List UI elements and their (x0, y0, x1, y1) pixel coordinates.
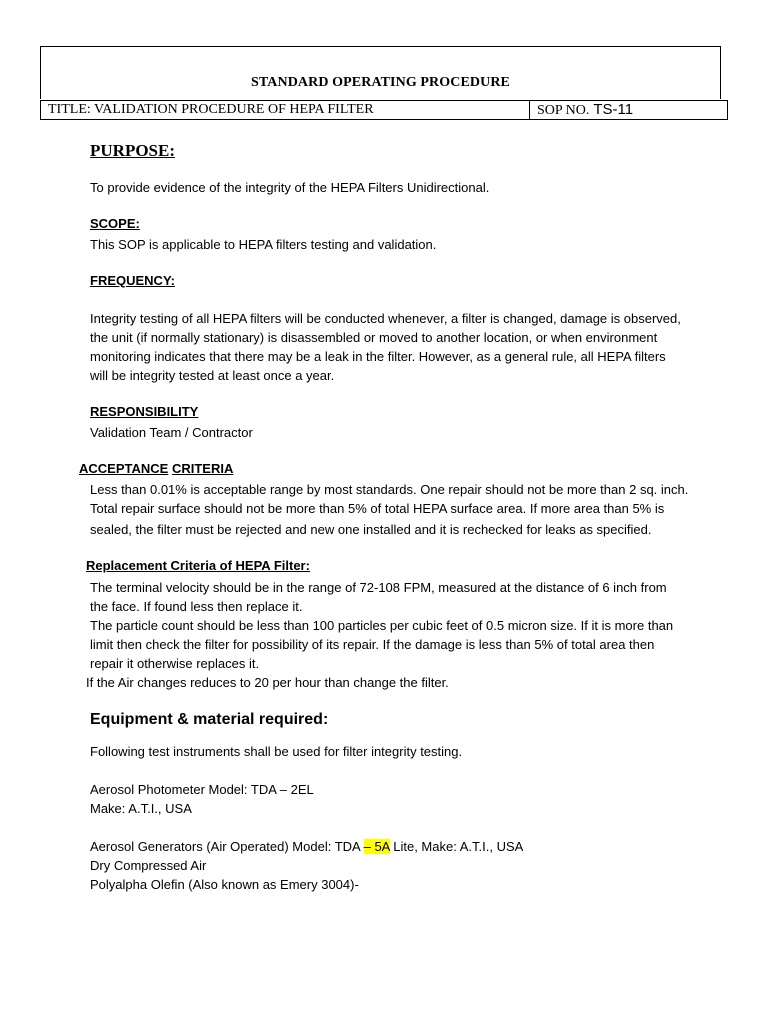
sop-header-title: STANDARD OPERATING PROCEDURE (251, 75, 510, 90)
purpose-text: To provide evidence of the integrity of the HEPA Filters Unidirectional. (90, 180, 490, 195)
replacement-last-line: If the Air changes reduces to 20 per hour than change the filter. (86, 675, 449, 690)
replacement-heading: Replacement Criteria of HEPA Filter: (86, 558, 310, 573)
scope-text: This SOP is applicable to HEPA filters testing and validation. (90, 237, 437, 252)
sop-number-cell (530, 101, 727, 119)
scope-heading: SCOPE: (90, 216, 140, 231)
frequency-line: monitoring indicates that there may be a leak in the filter. However, as a general rule, all HEPA filters (90, 349, 666, 364)
polyalpha-olefin: Polyalpha Olefin (Also known as Emery 3004)- (90, 877, 359, 892)
photometer-model: Aerosol Photometer Model: TDA – 2EL (90, 782, 314, 797)
generator-highlight: – 5A (363, 839, 390, 854)
acceptance-heading-word: ACCEPTANCE (79, 461, 169, 476)
sop-number-label: SOP NO. (537, 103, 590, 118)
purpose-heading: PURPOSE: (90, 141, 175, 160)
generator-suffix: Lite, Make: A.T.I., USA (389, 839, 524, 854)
equipment-intro: Following test instruments shall be used for filter integrity testing. (90, 744, 463, 759)
acceptance-line: Less than 0.01% is acceptable range by most standards. One repair should not be more than 2 sq. inch. (90, 482, 689, 497)
frequency-line: Integrity testing of all HEPA filters will be conducted whenever, a filter is changed, damage is observed, (90, 311, 681, 326)
replacement-line: repair it otherwise replaces it. (90, 656, 260, 671)
title-row (40, 100, 728, 120)
photometer-make: Make: A.T.I., USA (90, 801, 192, 816)
replacement-line: limit then check the filter for possibility of its repair. If the damage is less than 5% of total area then (90, 637, 655, 652)
equipment-heading: Equipment & material required: (90, 711, 329, 728)
sop-header-box (40, 46, 721, 99)
replacement-line: The terminal velocity should be in the range of 72-108 FPM, measured at the distance of 6 inch from (90, 580, 667, 595)
frequency-line: will be integrity tested at least once a year. (90, 368, 335, 383)
responsibility-heading: RESPONSIBILITY (90, 404, 199, 419)
acceptance-line: sealed, the filter must be rejected and new one installed and it is rechecked for leaks as specified. (90, 522, 652, 537)
acceptance-heading (79, 461, 233, 476)
frequency-line: the unit (if normally stationary) is disassembled or moved to another location, or when environment (90, 330, 658, 345)
generator-line (90, 837, 523, 856)
acceptance-line: Total repair surface should not be more than 5% of total HEPA surface area. If more area than 5% is (90, 501, 665, 516)
sop-number-value: TS-11 (593, 101, 634, 118)
acceptance-heading-word: CRITERIA (171, 461, 234, 476)
generator-prefix: Aerosol Generators (Air Operated) Model: TDA (90, 839, 364, 854)
responsibility-text: Validation Team / Contractor (90, 425, 253, 440)
replacement-line: the face. If found less then replace it. (90, 599, 303, 614)
replacement-line: The particle count should be less than 100 particles per cubic feet of 0.5 micron size. If it is more than (90, 618, 674, 633)
frequency-heading: FREQUENCY: (90, 273, 175, 288)
compressed-air: Dry Compressed Air (90, 858, 207, 873)
document-title: TITLE: VALIDATION PROCEDURE OF HEPA FILTER (41, 101, 530, 119)
